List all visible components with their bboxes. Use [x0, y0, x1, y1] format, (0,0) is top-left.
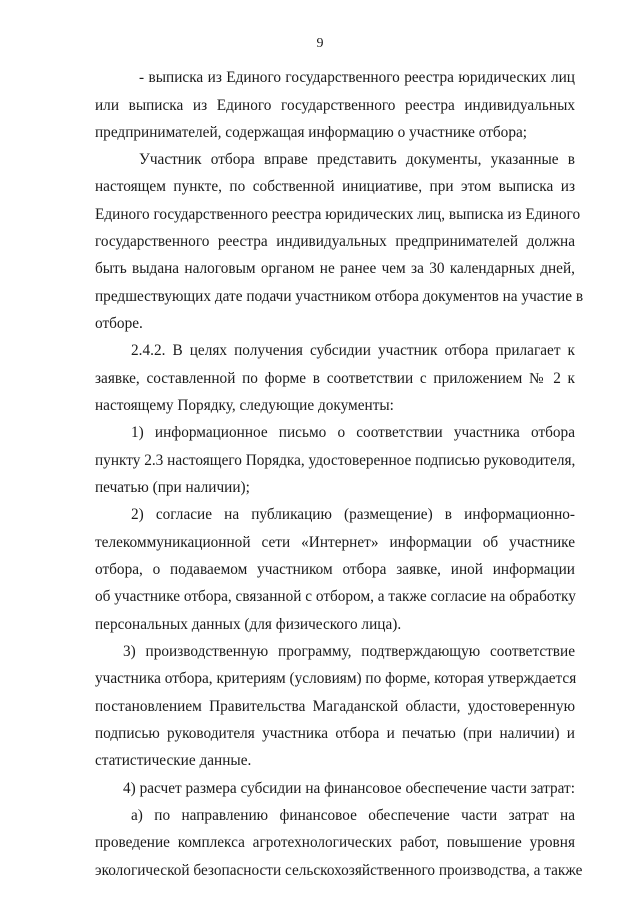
- text-line: телекоммуникационной сети «Интернет» информации об участнике: [95, 534, 575, 551]
- text-line: быть выдана налоговым органом не ранее чем за 30 календарных дней,: [95, 260, 575, 277]
- text-line: настоящему Порядку, следующие документы:: [95, 397, 394, 414]
- text-line: 4) расчет размера субсидии на финансовое обеспечение части затрат:: [123, 780, 575, 797]
- text-line: государственного реестра индивидуальных предпринимателей должна: [95, 233, 575, 250]
- text-line: экологической безопасности сельскохозяйственного производства, а также: [95, 862, 583, 879]
- text-line: настоящем пункте, по собственной инициативе, при этом выписка из: [95, 178, 575, 195]
- text-line: статистические данные.: [95, 752, 252, 769]
- text-line: 2) согласие на публикацию (размещение) в информационно-: [131, 506, 575, 523]
- text-line: Участник отбора вправе представить документы, указанные в: [139, 151, 575, 168]
- text-line: отборе.: [95, 315, 143, 332]
- text-line: - выписка из Единого государственного реестра юридических лиц: [139, 69, 575, 86]
- text-line: 3) производственную программу, подтверждающую соответствие: [123, 643, 575, 660]
- text-line: отбора, о подаваемом участником отбора заявке, иной информации: [95, 561, 575, 578]
- text-line: об участнике отбора, связанной с отбором, а также согласие на обработку: [95, 588, 576, 605]
- text-line: проведение комплекса агротехнологических работ, повышение уровня: [95, 834, 575, 851]
- text-line: 1) информационное письмо о соответствии участника отбора: [131, 424, 575, 441]
- text-line: печатью (при наличии);: [95, 479, 250, 496]
- text-line: или выписка из Единого государственного реестра индивидуальных: [95, 97, 575, 114]
- page-number: 9: [316, 36, 324, 51]
- text-line: предпринимателей, содержащая информацию о участнике отбора;: [95, 124, 528, 141]
- text-line: заявке, составленной по форме в соответствии с приложением № 2 к: [95, 370, 575, 387]
- text-line: постановлением Правительства Магаданской области, удостоверенную: [95, 698, 575, 715]
- text-line: участника отбора, критериям (условиям) по форме, которая утверждается: [95, 670, 577, 687]
- text-line: предшествующих дате подачи участником отбора документов на участие в: [95, 288, 584, 305]
- text-line: персональных данных (для физического лица).: [95, 616, 402, 633]
- text-line: 2.4.2. В целях получения субсидии участник отбора прилагает к: [131, 342, 575, 359]
- text-line: пункту 2.3 настоящего Порядка, удостоверенное подписью руководителя,: [95, 452, 576, 469]
- text-line: Единого государственного реестра юридических лиц, выписка из Единого: [95, 206, 581, 223]
- text-line: а) по направлению финансовое обеспечение части затрат на: [131, 807, 575, 824]
- text-line: подписью руководителя участника отбора и печатью (при наличии) и: [95, 725, 575, 742]
